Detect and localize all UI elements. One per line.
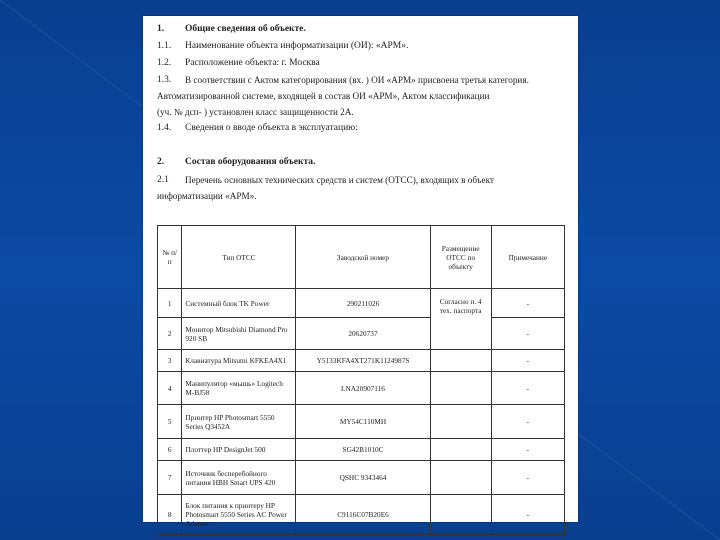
- row-placement: [430, 372, 491, 405]
- table-row: [158, 318, 565, 350]
- header-note: Примечание: [491, 226, 564, 289]
- row-note: -: [491, 318, 564, 350]
- row-serial: SG42B1010C: [296, 439, 430, 461]
- item-1-3-number: 1.3.: [157, 75, 172, 85]
- table-row: [158, 350, 565, 372]
- row-type: Монитор Mitsubishi Diamond Pro 920 SB: [182, 318, 296, 350]
- row-placement: [430, 439, 491, 461]
- header-number: № п/п: [158, 226, 182, 289]
- table-row: [158, 289, 565, 318]
- item-1-3-line1: В соответствии с Актом категорирования (вх. ) ОИ «АРМ» присвоена третья категория.: [185, 75, 529, 85]
- equipment-table: [157, 225, 565, 535]
- table-row: [158, 372, 565, 405]
- row-number: 3: [158, 350, 182, 372]
- item-1-1-number: 1.1.: [157, 41, 172, 51]
- row-number: 2: [158, 318, 182, 350]
- placement-merged-cell: Согласно п. 4 тех. паспорта: [430, 289, 491, 350]
- row-serial: 20620737: [296, 318, 430, 350]
- section2-number: 2.: [157, 157, 165, 167]
- document-page: [143, 16, 578, 528]
- row-number: 8: [158, 495, 182, 535]
- header-placement: Размещение ОТСС по объекту: [430, 226, 491, 289]
- row-serial: MY54C110MH: [296, 405, 430, 439]
- item-1-1-text: Наименование объекта информатизации (ОИ): «АРМ».: [185, 41, 409, 51]
- item-1-3-line2: Автоматизированной системе, входящей в состав ОИ «АРМ», Актом классификации: [157, 91, 490, 101]
- item-1-2-number: 1.2.: [157, 58, 172, 68]
- item-1-4-text: Сведения о вводе объекта в эксплуатацию:: [185, 123, 358, 133]
- row-note: -: [491, 439, 564, 461]
- table-row: [158, 439, 565, 461]
- row-note: -: [491, 350, 564, 372]
- item-2-1-number: 2.1: [157, 175, 169, 185]
- header-serial: Заводской номер: [296, 226, 430, 289]
- table-row: [158, 461, 565, 495]
- header-type: Тип ОТСС: [182, 226, 296, 289]
- row-serial: QSHC 9343464: [296, 461, 430, 495]
- row-placement: [430, 461, 491, 495]
- row-number: 7: [158, 461, 182, 495]
- row-type: Блок питания к принтеру HP Photosmart 5550 Series AC Power Adapter: [182, 495, 296, 535]
- section2-title: Состав оборудования объекта.: [185, 157, 316, 167]
- item-2-1-line1: Перечень основных технических средств и систем (ОТСС), входящих в объект: [185, 175, 494, 185]
- row-number: 4: [158, 372, 182, 405]
- item-1-4-number: 1.4.: [157, 123, 172, 133]
- row-placement: [430, 495, 491, 535]
- item-1-3-line3: (уч. № дсп- ) установлен класс защищенности 2А.: [157, 107, 354, 117]
- row-serial: 290211026: [296, 289, 430, 318]
- row-note: -: [491, 495, 564, 535]
- row-number: 1: [158, 289, 182, 318]
- row-placement: [430, 405, 491, 439]
- row-note: -: [491, 461, 564, 495]
- row-type: Системный блок TK Power: [182, 289, 296, 318]
- item-2-1-line2: информатизации «АРМ».: [157, 191, 257, 201]
- row-type: Клавиатура Mitsumi KFKEA4X1: [182, 350, 296, 372]
- row-number: 6: [158, 439, 182, 461]
- row-note: -: [491, 405, 564, 439]
- table-row: [158, 495, 565, 535]
- item-1-2-text: Расположение объекта: г. Москва: [185, 58, 320, 68]
- row-note: -: [491, 289, 564, 318]
- row-number: 5: [158, 405, 182, 439]
- row-serial: Y5133KFA4XT271K1124987S: [296, 350, 430, 372]
- row-type: Манипулятор «мышь» Logitech M-BJ58: [182, 372, 296, 405]
- row-type: Источник бесперебойного питания HBH Smart UPS 420: [182, 461, 296, 495]
- row-note: -: [491, 372, 564, 405]
- table-header-row: [158, 226, 565, 289]
- section1-title: Общие сведения об объекте.: [185, 24, 306, 34]
- row-serial: LNA20907116: [296, 372, 430, 405]
- row-placement: [430, 350, 491, 372]
- table-row: [158, 405, 565, 439]
- row-serial: C9116C07B20E6: [296, 495, 430, 535]
- row-type: Плоттер HP DesignJet 500: [182, 439, 296, 461]
- row-type: Принтер HP Photosmart 5550 Series Q3452A: [182, 405, 296, 439]
- section1-number: 1.: [157, 24, 165, 34]
